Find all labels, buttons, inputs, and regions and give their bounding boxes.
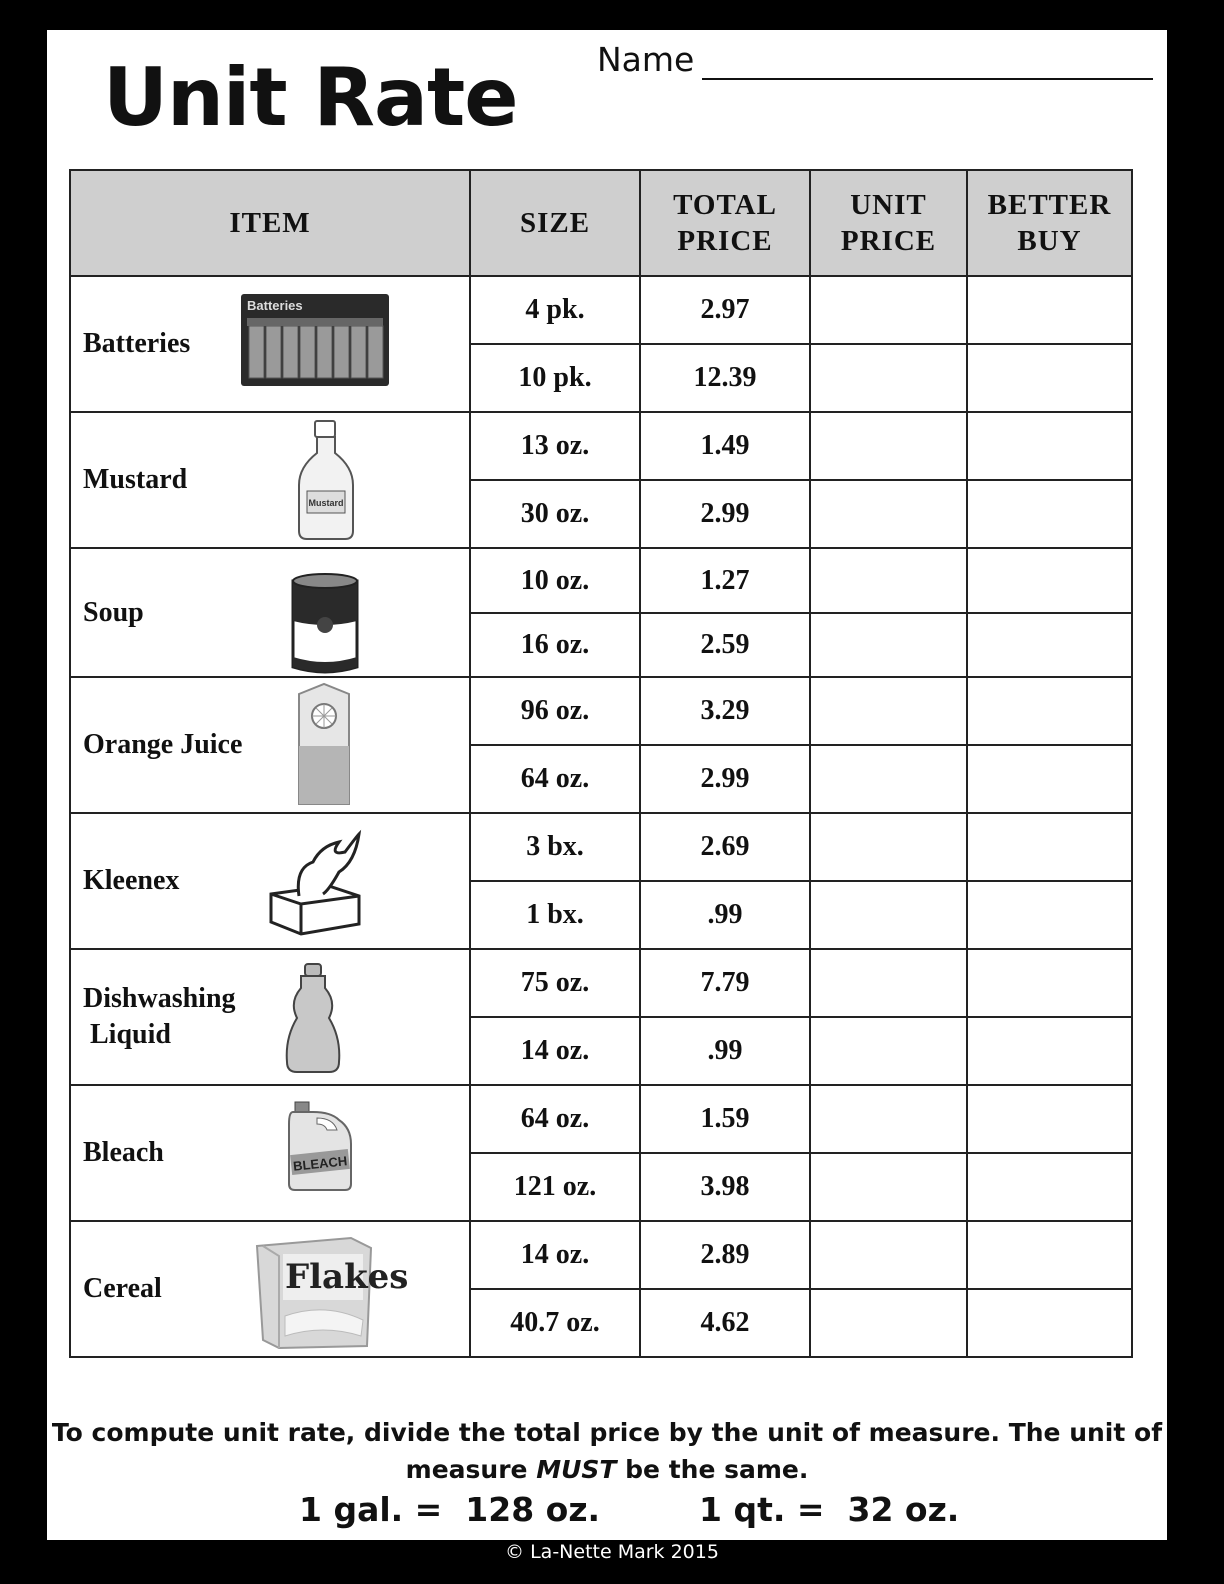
unit-price-answer[interactable] xyxy=(810,745,967,813)
size-cell: 10 pk. xyxy=(470,344,640,412)
item-name: Mustard xyxy=(83,464,188,495)
size-cell: 4 pk. xyxy=(470,276,640,344)
svg-text:BLEACH: BLEACH xyxy=(292,1153,348,1174)
page-title: Unit Rate xyxy=(103,51,518,144)
item-name: Cereal xyxy=(83,1273,162,1304)
price-cell: 3.29 xyxy=(640,677,810,745)
item-cell-batteries xyxy=(70,276,470,412)
name-write-line[interactable] xyxy=(702,78,1153,80)
size-cell: 40.7 oz. xyxy=(470,1289,640,1357)
better-buy-answer[interactable] xyxy=(967,1221,1132,1289)
table-row xyxy=(70,677,1132,745)
item-cell-mustard xyxy=(70,412,470,548)
instructions-text: To compute unit rate, divide the total price by the unit of measure. The unit of measure MUST be the same. xyxy=(51,1418,1163,1484)
bleach-jug-icon xyxy=(287,1100,353,1192)
better-buy-answer[interactable] xyxy=(967,1085,1132,1153)
size-cell: 16 oz. xyxy=(470,613,640,677)
table-row xyxy=(70,813,1132,881)
unit-price-answer[interactable] xyxy=(810,1017,967,1085)
svg-text:Batteries: Batteries xyxy=(247,298,303,313)
better-buy-answer[interactable] xyxy=(967,412,1132,480)
batteries-icon xyxy=(241,294,389,386)
unit-price-answer[interactable] xyxy=(810,677,967,745)
better-buy-answer[interactable] xyxy=(967,276,1132,344)
item-cell-dishwashing-liquid xyxy=(70,949,470,1085)
header-row xyxy=(70,170,1132,276)
price-cell: 2.59 xyxy=(640,613,810,677)
header-item: ITEM xyxy=(70,170,470,276)
size-cell: 14 oz. xyxy=(470,1017,640,1085)
size-cell: 3 bx. xyxy=(470,813,640,881)
price-cell: 7.79 xyxy=(640,949,810,1017)
dish-soap-icon xyxy=(283,962,343,1074)
price-cell: 2.99 xyxy=(640,480,810,548)
header-better-buy: BETTER BUY xyxy=(967,170,1132,276)
better-buy-answer[interactable] xyxy=(967,881,1132,949)
better-buy-answer[interactable] xyxy=(967,813,1132,881)
item-cell-cereal xyxy=(70,1221,470,1357)
copyright-notice: © La-Nette Mark 2015 xyxy=(505,1541,719,1563)
item-cell-kleenex xyxy=(70,813,470,949)
tissue-box-icon xyxy=(269,832,363,936)
price-cell: .99 xyxy=(640,881,810,949)
header-total-price: TOTAL PRICE xyxy=(640,170,810,276)
unit-rate-table xyxy=(69,169,1133,1358)
item-name: Soup xyxy=(83,596,144,628)
better-buy-answer[interactable] xyxy=(967,677,1132,745)
unit-price-answer[interactable] xyxy=(810,480,967,548)
table-row xyxy=(70,548,1132,613)
price-cell: 2.89 xyxy=(640,1221,810,1289)
unit-price-answer[interactable] xyxy=(810,881,967,949)
item-name: Orange Juice xyxy=(83,729,243,760)
size-cell: 64 oz. xyxy=(470,745,640,813)
size-cell: 64 oz. xyxy=(470,1085,640,1153)
header-size: SIZE xyxy=(470,170,640,276)
price-cell: .99 xyxy=(640,1017,810,1085)
cereal-box-icon xyxy=(255,1236,409,1350)
header-unit-price: UNIT PRICE xyxy=(810,170,967,276)
svg-text:Mustard: Mustard xyxy=(308,498,344,508)
better-buy-answer[interactable] xyxy=(967,480,1132,548)
item-name: Kleenex xyxy=(83,865,180,896)
unit-price-answer[interactable] xyxy=(810,1221,967,1289)
better-buy-answer[interactable] xyxy=(967,548,1132,613)
size-cell: 96 oz. xyxy=(470,677,640,745)
unit-price-answer[interactable] xyxy=(810,412,967,480)
item-cell-soup xyxy=(70,548,470,677)
unit-price-answer[interactable] xyxy=(810,949,967,1017)
better-buy-answer[interactable] xyxy=(967,949,1132,1017)
juice-carton-icon xyxy=(295,682,353,806)
name-label: Name xyxy=(597,40,695,79)
item-name: Bleach xyxy=(83,1137,164,1168)
unit-price-answer[interactable] xyxy=(810,548,967,613)
better-buy-answer[interactable] xyxy=(967,1289,1132,1357)
price-cell: 1.49 xyxy=(640,412,810,480)
better-buy-answer[interactable] xyxy=(967,1017,1132,1085)
svg-text:Flakes: Flakes xyxy=(285,1257,409,1297)
unit-price-answer[interactable] xyxy=(810,276,967,344)
size-cell: 121 oz. xyxy=(470,1153,640,1221)
size-cell: 13 oz. xyxy=(470,412,640,480)
size-cell: 30 oz. xyxy=(470,480,640,548)
unit-price-answer[interactable] xyxy=(810,613,967,677)
price-cell: 1.59 xyxy=(640,1085,810,1153)
size-cell: 1 bx. xyxy=(470,881,640,949)
better-buy-answer[interactable] xyxy=(967,1153,1132,1221)
table-row xyxy=(70,1085,1132,1153)
unit-price-answer[interactable] xyxy=(810,1289,967,1357)
table-row xyxy=(70,1221,1132,1289)
price-cell: 3.98 xyxy=(640,1153,810,1221)
better-buy-answer[interactable] xyxy=(967,613,1132,677)
item-cell-orange-juice xyxy=(70,677,470,813)
item-cell-bleach xyxy=(70,1085,470,1221)
item-name: Dishwashing Liquid xyxy=(83,983,236,1050)
price-cell: 2.99 xyxy=(640,745,810,813)
quart-conversion: 1 qt. = 32 oz. xyxy=(699,1490,960,1529)
item-name: Batteries xyxy=(83,328,191,359)
size-cell: 14 oz. xyxy=(470,1221,640,1289)
better-buy-answer[interactable] xyxy=(967,344,1132,412)
worksheet-page xyxy=(47,30,1167,1540)
price-cell: 4.62 xyxy=(640,1289,810,1357)
price-cell: 12.39 xyxy=(640,344,810,412)
price-cell: 2.97 xyxy=(640,276,810,344)
price-cell: 2.69 xyxy=(640,813,810,881)
table-row xyxy=(70,412,1132,480)
unit-price-answer[interactable] xyxy=(810,1085,967,1153)
size-cell: 10 oz. xyxy=(470,548,640,613)
unit-price-answer[interactable] xyxy=(810,344,967,412)
name-field[interactable] xyxy=(597,40,1153,80)
size-cell: 75 oz. xyxy=(470,949,640,1017)
soup-can-icon xyxy=(289,571,361,677)
mustard-bottle-icon xyxy=(291,419,361,543)
price-cell: 1.27 xyxy=(640,548,810,613)
unit-price-answer[interactable] xyxy=(810,1153,967,1221)
unit-price-answer[interactable] xyxy=(810,813,967,881)
better-buy-answer[interactable] xyxy=(967,745,1132,813)
table-row xyxy=(70,276,1132,344)
table-row xyxy=(70,949,1132,1017)
gallon-conversion: 1 gal. = 128 oz. xyxy=(299,1490,601,1529)
